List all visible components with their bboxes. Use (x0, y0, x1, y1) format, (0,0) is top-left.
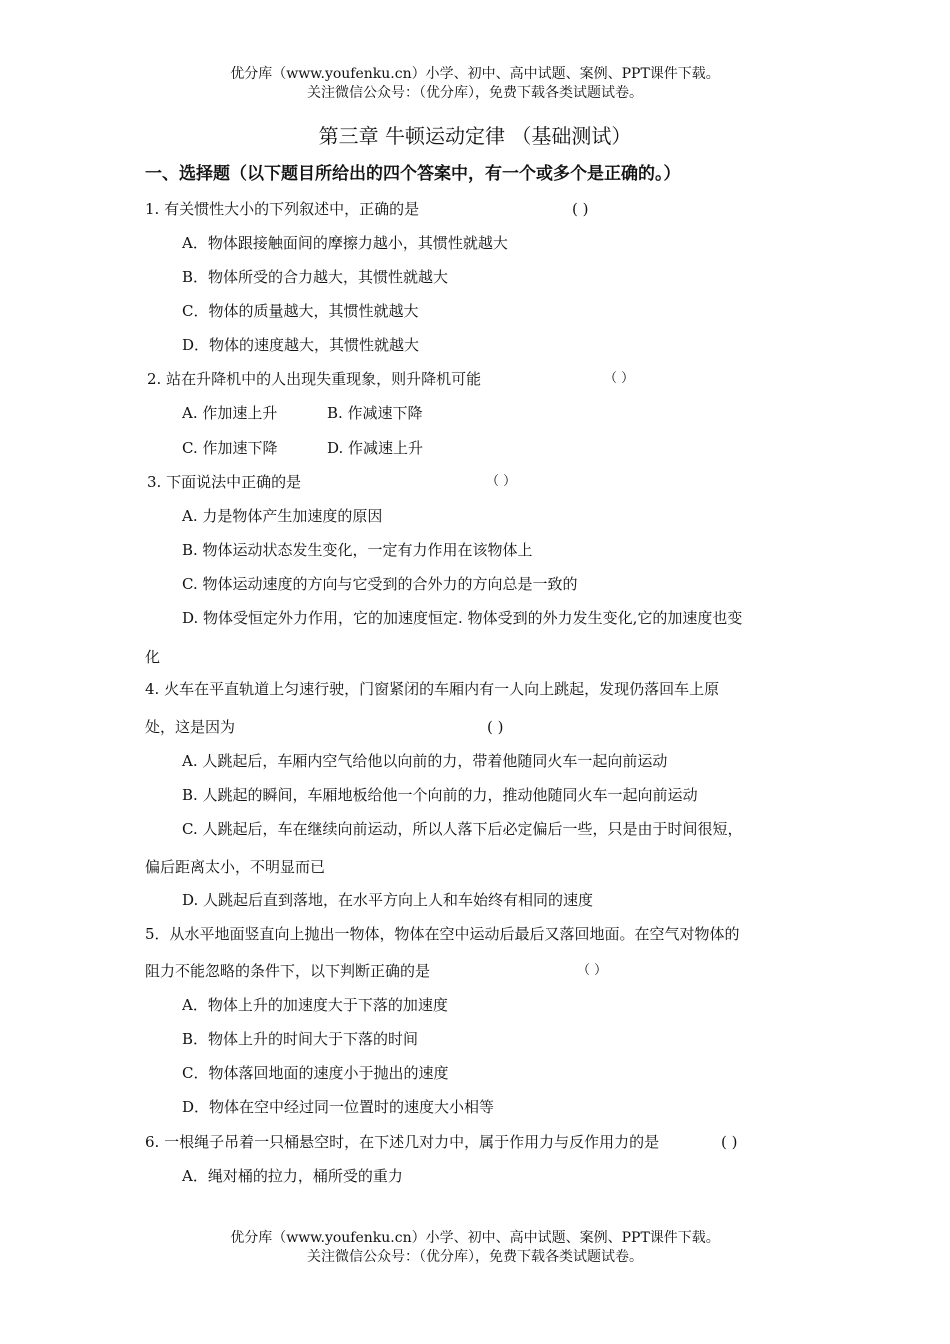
question-3-answer-blank: （ ） (486, 474, 517, 489)
question-5-option-b: B．物体上升的时间大于下落的时间 (182, 1030, 419, 1048)
question-4-answer-blank: ( ) (487, 718, 504, 736)
question-4-option-b: B. 人跳起的瞬间，车厢地板给他一个向前的力，推动他随同火车一起向前运动 (182, 786, 698, 804)
question-2-option-d: D. 作减速上升 (327, 439, 424, 457)
question-6-option-a: A．绳对桶的拉力，桶所受的重力 (182, 1167, 403, 1185)
header-line-2: 关注微信公众号：（优分库），免费下载各类试题试卷。 (307, 85, 643, 101)
question-4-option-d: D. 人跳起后直到落地，在水平方向上人和车始终有相同的速度 (182, 891, 594, 909)
question-5-option-a: A．物体上升的加速度大于下落的加速度 (182, 996, 448, 1014)
question-3-stem: 3. 下面说法中正确的是 (147, 473, 302, 491)
question-2-answer-blank: （ ） (604, 371, 635, 386)
question-2-stem: 2. 站在升降机中的人出现失重现象，则升降机可能 (147, 370, 482, 388)
page-title: 第三章 牛顿运动定律 （基础测试） (318, 124, 632, 148)
question-3-option-b: B. 物体运动状态发生变化，一定有力作用在该物体上 (182, 541, 533, 559)
question-5-stem-continued: 阻力不能忽略的条件下，以下判断正确的是 (145, 962, 431, 980)
question-5-stem: 5．从水平地面竖直向上抛出一物体，物体在空中运动后最后又落回地面。在空气对物体的 (145, 925, 740, 943)
question-2-option-a: A. 作加速上升 (182, 404, 278, 422)
question-1-answer-blank: ( ) (572, 200, 589, 218)
question-5-option-d: D．物体在空中经过同一位置时的速度大小相等 (182, 1098, 495, 1116)
question-1-stem: 1. 有关惯性大小的下列叙述中，正确的是 (145, 200, 420, 218)
question-6-stem: 6. 一根绳子吊着一只桶悬空时，在下述几对力中，属于作用力与反作用力的是 (145, 1133, 660, 1151)
question-4-stem: 4. 火车在平直轨道上匀速行驶，门窗紧闭的车厢内有一人向上跳起，发现仍落回车上原 (145, 680, 720, 698)
question-4-option-c: C. 人跳起后，车在继续向前运动，所以人落下后必定偏后一些，只是由于时间很短， (182, 820, 743, 838)
question-6-answer-blank: ( ) (721, 1133, 738, 1151)
header-line-1: 优分库（www.youfenku.cn）小学、初中、高中试题、案例、PPT课件下载。 (230, 66, 720, 82)
question-2-option-c: C. 作加速下降 (182, 439, 278, 457)
question-2-option-b: B. 作减速下降 (327, 404, 423, 422)
question-1-option-a: A．物体跟接触面间的摩擦力越小，其惯性就越大 (182, 234, 508, 252)
footer-line-2: 关注微信公众号：（优分库），免费下载各类试题试卷。 (307, 1249, 643, 1265)
question-1-option-d: D．物体的速度越大，其惯性就越大 (182, 336, 420, 354)
question-5-option-c: C．物体落回地面的速度小于抛出的速度 (182, 1064, 449, 1082)
section-heading: 一、选择题（以下题目所给出的四个答案中，有一个或多个是正确的。） (145, 164, 681, 184)
footer-line-1: 优分库（www.youfenku.cn）小学、初中、高中试题、案例、PPT课件下载。 (230, 1230, 720, 1246)
question-3-option-d-continued: 化 (145, 648, 161, 666)
question-3-option-d: D. 物体受恒定外力作用，它的加速度恒定. 物体受到的外力发生变化,它的加速度也变 (182, 609, 743, 627)
question-4-stem-continued: 处，这是因为 (145, 718, 236, 736)
question-5-answer-blank: （ ） (577, 963, 608, 978)
question-1-option-c: C．物体的质量越大，其惯性就越大 (182, 302, 419, 320)
question-1-option-b: B．物体所受的合力越大，其惯性就越大 (182, 268, 449, 286)
question-4-option-a: A. 人跳起后，车厢内空气给他以向前的力，带着他随同火车一起向前运动 (182, 752, 668, 770)
question-3-option-c: C. 物体运动速度的方向与它受到的合外力的方向总是一致的 (182, 575, 578, 593)
question-3-option-a: A. 力是物体产生加速度的原因 (182, 507, 383, 525)
question-4-option-c-continued: 偏后距离太小，不明显而已 (145, 858, 326, 876)
